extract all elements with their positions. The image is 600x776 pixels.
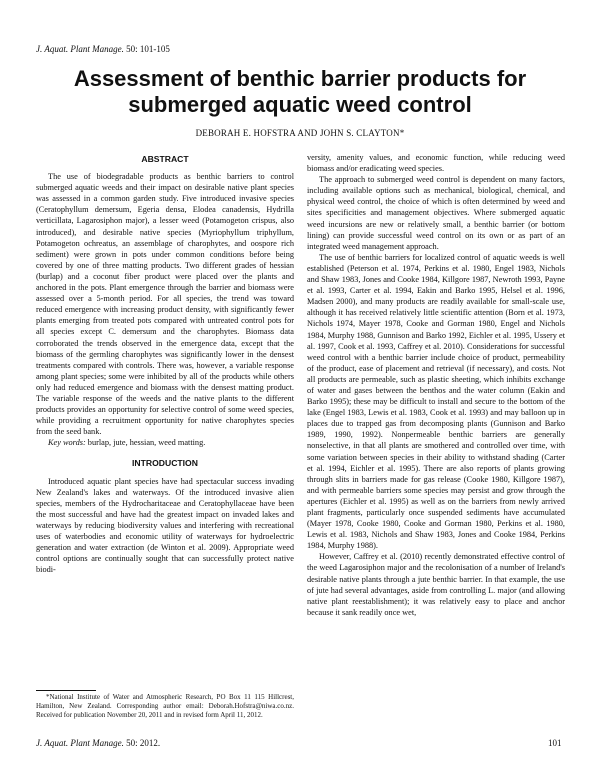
title-line-1: Assessment of benthic barrier products for: [73, 66, 527, 91]
right-column: [307, 152, 565, 618]
abstract-heading: ABSTRACT: [141, 154, 189, 164]
author-footnote: [36, 693, 294, 720]
introduction-text: Introduced aquatic plant species have had spectacular success invading New Zealand's lakes and waterways. Of the introduced invasive alien species, members of the Hydrocharitaceae and Ceratophyllaceae have been the most successful and have had the greatest impact on invaded lakes and waterways by reducing biodiversity values and interfering with recreational uses of waterbodies and economic utility of waterways for hydroelectric generation and water extraction (de Winton et al. 2009). Appropriate weed control options are continually sought that can successfully protect native biodi-: [36, 476, 294, 575]
footnote-text: *National Institute of Water and Atmospheric Research, PO Box 11 115 Hillcrest, Hamilton, New Zealand. Corresponding author email: Deborah.Hofstra@niwa.co.nz. Received for publication November 20, 2011 and in revised form April 11, 2012.: [36, 693, 294, 719]
introduction-heading: INTRODUCTION: [132, 458, 198, 469]
running-header: [36, 44, 170, 54]
keywords-text: burlap, jute, hessian, weed matting.: [85, 438, 206, 448]
footnote-rule: [36, 690, 96, 691]
footer-journal: J. Aquat. Plant Manage.: [36, 738, 124, 748]
author-list: DEBORAH E. HOFSTRA AND JOHN S. CLAYTON*: [195, 128, 405, 138]
right-paragraph-1: versity, amenity values, and economic function, while reducing weed biomass and/or eradicating weed species.: [307, 153, 565, 174]
right-paragraph-2: The approach to submerged weed control is dependent on many factors, including available options such as mechanical, biological, chemical, and physical weed control, the choice of which is often determined by weed and sites specificities and management objectives. Where submerged aquatic weed incursions are new or relatively small, a benthic barrier (or bottom lining) can provide successful weed control on its own or as part of an integrated weed management approach.: [307, 175, 565, 251]
volume-pages: 50: 101-105: [126, 44, 170, 54]
paper-title: [40, 66, 560, 118]
page-number: 101: [548, 738, 562, 748]
title-line-2: submerged aquatic weed control: [128, 92, 472, 117]
right-paragraph-3: The use of benthic barriers for localized control of aquatic weeds is well established (Peterson et al. 1974, Perkins et al. 1980, Engel 1983, Nichols and Shaw 1983, Jones and Cooke 1984, Killgore 1987, Newroth 1993, Payne et al. 1993, Carter et al. 1994, Eakin and Barko 1995, Helsel et al. 1996, Madsen 2000), and many products are readily available for small-scale use, although it has received relatively little scientific attention (Born et al. 1973, Nichols 1974, Mayer 1978, Cooke and Gorman 1980, Engel and Nichols 1984, Murphy 1988, Gunnison and Barko 1992, Eichler et al. 1995, Ussery et al. 1997, Cook et al. 1993, Caffrey et al. 2010). Considerations for successful weed control with a benthic barrier include choice of product, permeability of the product, ease of placement and retrieval (if necessary), and costs. Not all products are permeable, such as plastic sheeting, which inhibits exchange of water and gases between the benthos and the water column (Eakin and Barko 1995); these may be difficult to install and secure to the bottom of the lake (Engel 1983, Lewis et al. 1983, Cook et al. 1993) and may balloon up in places due to trapped gas from decomposing plants (Gunnison and Barko 1989, 1990, 1992). Nonpermeable benthic barriers are generally nonselective, in that all plants are smothered and controlled over time, with some variation between species in their ability to withstand shading (Carter et al. 1994, Eichler et al. 1995). There are also reports of plants growing through slits in barriers made for gas release (Cooke 1980, Killgore 1987), and with permeable barriers some species may persist and grow through the apertures (Eichler et al. 1995) as well as on the barriers from newly arrived plant fragments, particularly once suspended sediments have accumulated (Mayer 1978, Cooke 1980, Cooke and Gorman 1980, Perkins et al. 1980, Lewis et al. 1983, Nichols and Shaw 1983, Jones and Cooke 1984, Perkins 1984, Murphy 1988).: [307, 252, 565, 551]
keywords-label: Key words:: [48, 438, 86, 448]
right-paragraph-4: However, Caffrey et al. (2010) recently demonstrated effective control of the weed Lagarosiphon major and the recolonisation of a number of Ireland's desirable native plants through a jute benthic barrier. In that example, the use of jute had several advantages, aside from controlling L. major (and allowing native plant reestablishment); it was relatively easy to place and anchor because it sank readily once wet,: [307, 552, 565, 617]
running-footer: [36, 738, 160, 748]
left-column: [36, 150, 294, 575]
footer-volume-year: 50: 2012.: [126, 738, 161, 748]
journal-name: J. Aquat. Plant Manage.: [36, 44, 124, 54]
abstract-text: The use of biodegradable products as benthic barriers to control submerged aquatic weeds and their impact on desirable native plant species was assessed in a common garden study. Five introduced invasive species (Ceratophyllum demersum, Egeria densa, Elodea canadensis, Hydrilla verticillata, Lagarosiphon major), a lesser weed (Potamogeton crispus, also introduced), and desirable native species (Myriophyllum triphyllum, Potamogeton ochreatus, an assemblage of charophytes, and oospore rich sediment) were grown in pots under common conditions before being covered by one of three matting products. Two different grades of hessian (burlap) and a coconut fiber product were placed over the plants and anchored in the pots. Plant emergence through the barrier and biomass were assessed over a 5-month period. For all species, the trend was toward reduced emergence with increasing product density, with significantly fewer plants emerging from treated pots compared with untreated control pots for all species except C. demersum and the charophytes. Biomass data corroborated the trends observed in the emergence data, except that the biomass of the germling charophytes was significantly lower in the densest treatments compared with controls. There was, however, a variable response among plant species; some were inhibited by all of the products while others only had reduced emergence and biomass with the densest matting product. The variable response of the weeds and the native plants to the different products provides an opportunity for selective control of some weed species, while providing a recruitment opportunity for native charophytes species from the seed bank.: [36, 172, 294, 437]
keywords: [36, 437, 294, 448]
